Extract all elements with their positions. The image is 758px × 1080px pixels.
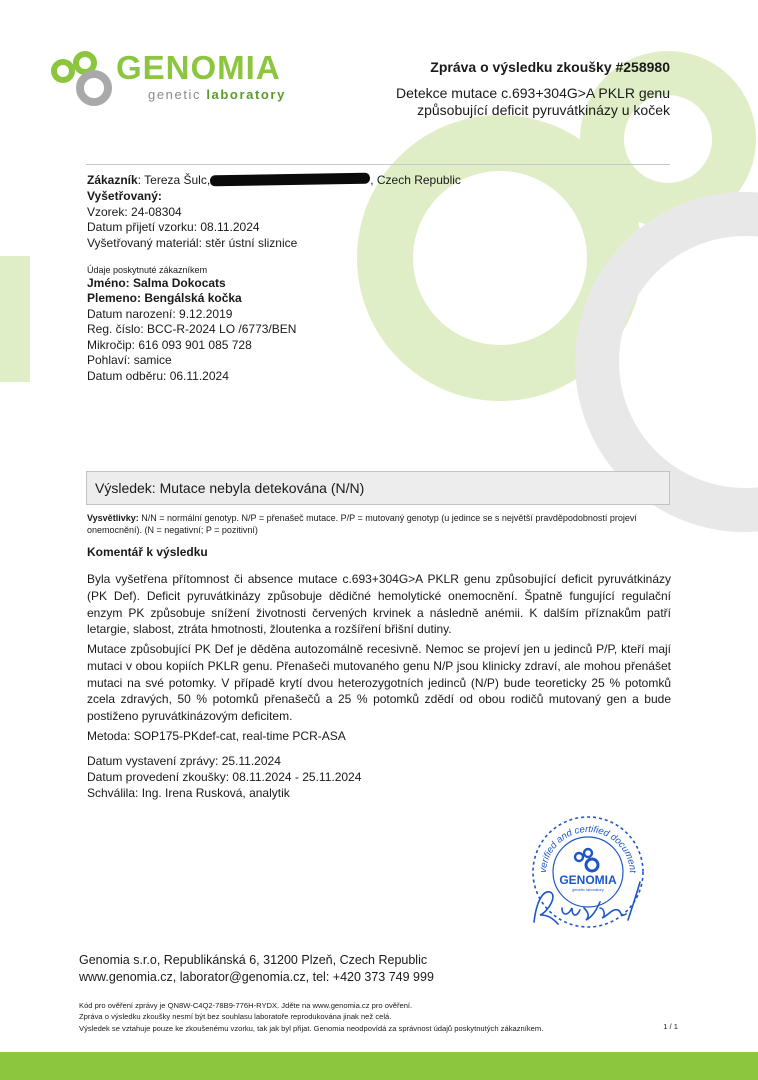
- approved-by: Schválila: Ing. Irena Rusková, analytik: [87, 786, 290, 800]
- animal-breed: Plemeno: Bengálská kočka: [87, 291, 242, 305]
- company-address: [79, 952, 434, 986]
- stamp-ring-text: verified and certified document: [537, 823, 638, 874]
- legend-text: N/N = normální genotyp. N/P = přenašeč mutace. P/P = mutovaný genotyp (u jedince se s největší pravděpodobností projeví onemocnění). (N = negativní; P = pozitivní): [87, 513, 637, 535]
- genomia-logo: [50, 48, 330, 110]
- result-box: Výsledek: Mutace nebyla detekována (N/N): [86, 471, 670, 505]
- contact-line: www.genomia.cz, laborator@genomia.cz, tel: +420 373 749 999: [79, 970, 434, 984]
- stamp-tagline: genetic laboratory: [572, 887, 604, 892]
- animal-reg-number: Reg. číslo: BCC-R-2024 LO /6773/BEN: [87, 322, 297, 336]
- liability-notice: Výsledek se vztahuje pouze ke zkoušenému vzorku, tak jak byl přijat. Genomia neodpovídá za správnost údajů poskytnutých zákazníkem.: [79, 1023, 544, 1033]
- sample-received-date: Datum přijetí vzorku: 08.11.2024: [87, 220, 260, 234]
- comment-heading: Komentář k výsledku: [87, 545, 208, 559]
- logo-wordmark: GENOMIA: [116, 49, 281, 86]
- issue-date: Datum vystavení zprávy: 25.11.2024: [87, 754, 281, 768]
- verification-code-line: Kód pro ověření zprávy je QN8W-C4Q2-78B9-776H-RYDX. Jděte na www.genomia.cz pro ověření.: [79, 1001, 413, 1010]
- report-title: Zpráva o výsledku zkoušky #258980: [430, 59, 670, 75]
- logo-tagline-b: laboratory: [206, 87, 286, 102]
- legend: [87, 512, 671, 536]
- redacted-address: [210, 173, 370, 187]
- customer-provided-note: Údaje poskytnuté zákazníkem: [87, 265, 208, 275]
- genomia-circles-icon: [50, 48, 114, 110]
- footer-green-bar: [0, 1052, 758, 1080]
- animal-name: Jméno: Salma Dokocats: [87, 276, 226, 290]
- logo-tagline: [148, 87, 286, 102]
- animal-microchip: Mikročip: 616 093 901 085 728: [87, 338, 252, 352]
- animal-sex: Pohlaví: samice: [87, 353, 172, 367]
- customer-line: Zákazník: Tereza Šulc, , Czech Republic: [87, 173, 461, 187]
- stamp-wordmark: GENOMIA: [559, 873, 617, 887]
- comment-paragraph-2: Mutace způsobující PK Def je děděna autozomálně recesivně. Nemoc se projeví jen u jedinců P/P, kteří mají mutaci v obou kopiích PKLR genu. Přenašeči mutovaného genu N/P jsou klinicky zdraví, ale mohou přenášet mutaci na své potomky. V případě krytí dvou heterozygotních jedinců (N/P) bude teoreticky 25 % potomků zcela zdravých, 50 % potomků přenašečů a 25 % potomků zdědí od obou rodičů mutovaný gen a bude postiženo pyruvátkinázovým deficitem.: [87, 642, 671, 724]
- comment-paragraph-1: Byla vyšetřena přítomnost či absence mutace c.693+304G>A PKLR genu způsobující deficit pyruvátkinázy (PK Def). Deficit pyruvátkinázy způsobuje dědičné hemolytické onemocnění. Špatně fungující regulační enzym PK způsobuje snížení životnosti červených krvinek a následně anémii. K dalším příznakům patří letargie, slabost, ztráta hmotnosti, žloutenka a rozšíření břišní dutiny.: [87, 572, 671, 637]
- report-subtitle: Detekce mutace c.693+304G>A PKLR genu způsobující deficit pyruvátkinázy u koček: [396, 85, 670, 118]
- reproduction-notice: Zpráva o výsledku zkoušky nesmí být bez souhlasu laboratoře reprodukována jinak než celá.: [79, 1012, 392, 1022]
- address-line: Genomia s.r.o, Republikánská 6, 31200 Plzeň, Czech Republic: [79, 953, 428, 967]
- logo-tagline-a: genetic: [148, 87, 207, 102]
- customer-name: Tereza Šulc,: [144, 173, 211, 187]
- method: Metoda: SOP175-PKdef-cat, real-time PCR-ASA: [87, 729, 346, 743]
- test-dates: Datum provedení zkoušky: 08.11.2024 - 25.11.2024: [87, 770, 362, 784]
- certification-stamp: [528, 812, 648, 932]
- legend-label: Vysvětlivky:: [87, 513, 139, 523]
- sample-collection-date: Datum odběru: 06.11.2024: [87, 369, 229, 383]
- page-number: 1 / 1: [663, 1022, 678, 1031]
- stamp-logo-icon: [575, 849, 598, 871]
- sample-id: Vzorek: 24-08304: [87, 205, 182, 219]
- customer-country: , Czech Republic: [370, 173, 461, 187]
- sample-material: Vyšetřovaný materiál: stěr ústní sliznice: [87, 236, 298, 250]
- examined-label: Vyšetřovaný:: [87, 189, 162, 203]
- header-divider: [86, 164, 670, 165]
- customer-label: Zákazník: [87, 173, 138, 187]
- animal-birth-date: Datum narození: 9.12.2019: [87, 307, 233, 321]
- footer-fine-print: [79, 1000, 543, 1034]
